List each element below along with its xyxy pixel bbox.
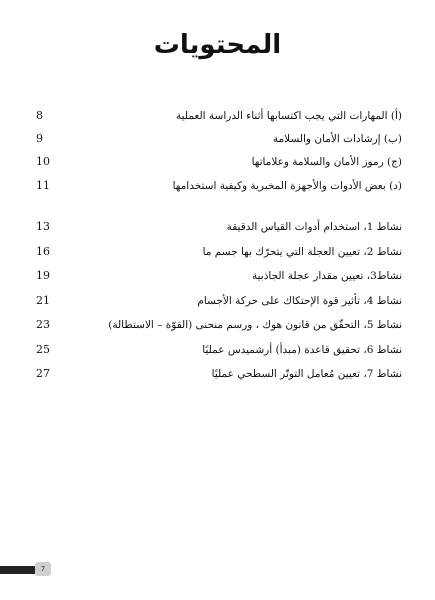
toc-entry-text: نشاط 4، تأثير قوة الإحتكاك على حركة الأجسام: [197, 295, 402, 307]
toc-page-number: 9: [36, 132, 43, 145]
page-number-badge: 7: [35, 562, 51, 576]
toc-page-number: 23: [36, 318, 50, 331]
toc-entry-text: نشاط 2، تعيين العجلة التي يتحرّك بها جسم ما: [202, 246, 402, 258]
toc-entry: [36, 154, 402, 170]
toc-entry: [36, 131, 402, 147]
toc-entry-text: نشاط 6، تحقيق قاعدة (مبدأ) أرشميدس عمليًا: [202, 344, 402, 356]
toc-entry-text: نشاط 5، التحقّق من قانون هوك ، ورسم منحنى (القوّة – الاستطالة): [108, 319, 402, 331]
toc-page-number: 21: [36, 294, 50, 307]
toc-entry-text: نشاط3، تعيين مقدار عجلة الجاذبية: [251, 270, 402, 282]
toc-entry-text: نشاط 1، استخدام أدوات القياس الدقيقة: [226, 221, 402, 233]
toc-entry: [36, 108, 402, 124]
toc-page-number: 25: [36, 343, 50, 356]
toc-entry: [36, 178, 402, 194]
toc-entry: [36, 317, 402, 333]
page-title: المحتويات: [153, 30, 282, 60]
toc-entry-text: (أ) المهارات التي يجب اكتسابها أثناء الدراسة العملية: [176, 110, 402, 122]
toc-entry-text: نشاط 7، تعيين مُعامل التوتّر السطحي عمليًا: [211, 368, 402, 380]
toc-entry: [36, 342, 402, 358]
toc-entry-text: (د) بعض الأدوات والأجهزة المخبرية وكيفية استخدامها: [172, 180, 402, 192]
toc-entry: [36, 219, 402, 235]
toc-page-number: 11: [36, 179, 50, 192]
toc-page-number: 27: [36, 367, 50, 380]
toc-page-number: 16: [36, 245, 50, 258]
toc-page-number: 19: [36, 269, 50, 282]
toc-entry-text: (ب) إرشادات الأمان والسلامة: [272, 133, 402, 145]
toc-entry: [36, 293, 402, 309]
toc-entry-text: (ج) رموز الأمان والسلامة وعلاماتها: [251, 156, 402, 168]
footer-bar: [0, 566, 35, 574]
toc-entry: [36, 244, 402, 260]
toc-entry: [36, 366, 402, 382]
toc-page-number: 13: [36, 220, 50, 233]
toc-page-number: 10: [36, 155, 50, 168]
toc-entry: [36, 268, 402, 284]
toc-page-number: 8: [36, 109, 43, 122]
